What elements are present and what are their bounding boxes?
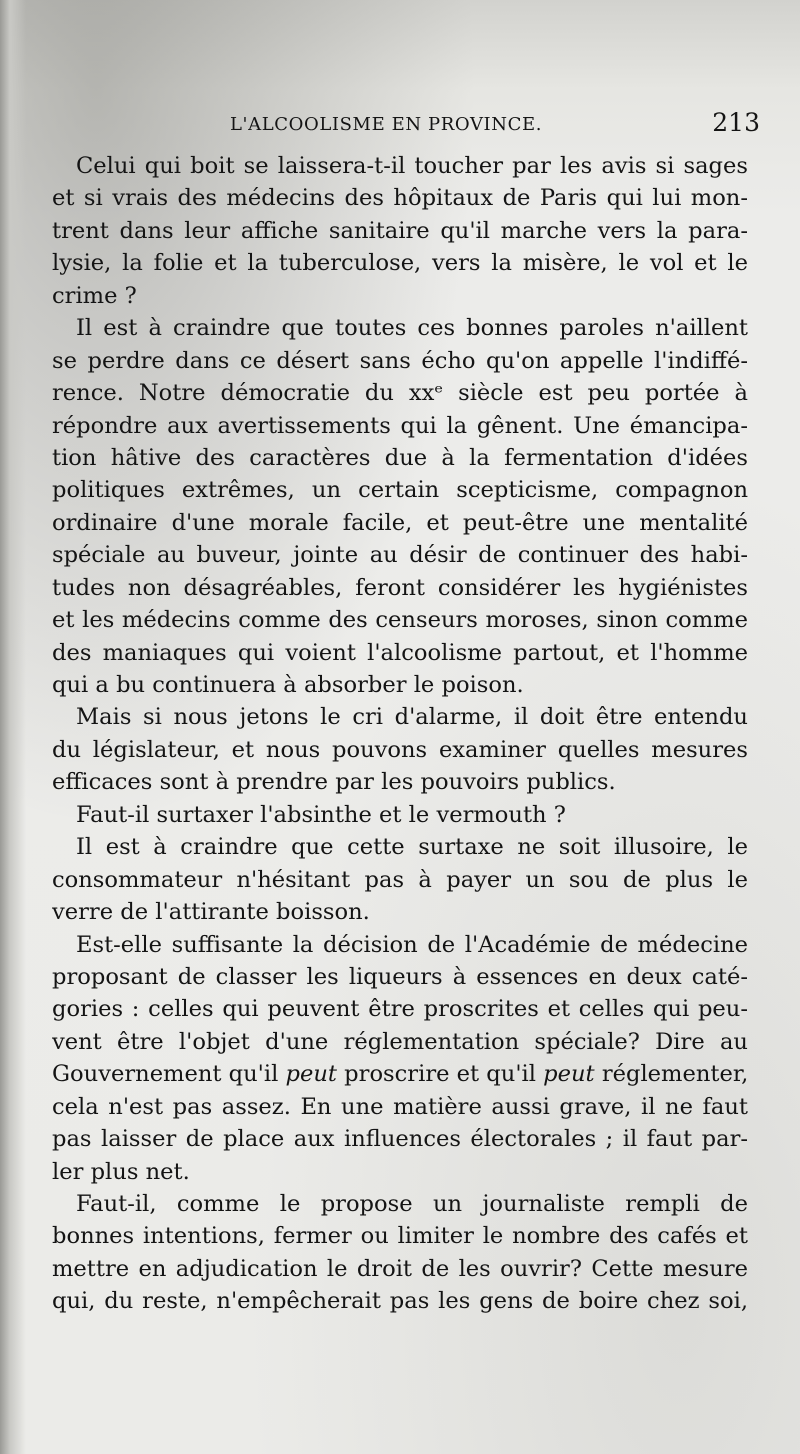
text-line: cela n'est pas assez. En une matière aussi grave, il ne faut [52, 1093, 748, 1120]
text-line: tion hâtive des caractères due à la fermentation d'idées [52, 444, 748, 471]
body-text [52, 150, 748, 1318]
text-line: Est-elle suffisante la décision de l'Académie de médecine [76, 931, 748, 958]
text-line: du législateur, et nous pouvons examiner quelles mesures [52, 736, 748, 763]
text-line: pas laisser de place aux influences électorales ; il faut par- [52, 1126, 748, 1153]
text-line: spéciale au buveur, jointe au désir de continuer des habi- [52, 542, 748, 569]
text-line: ordinaire d'une morale facile, et peut-être une mentalité [52, 509, 748, 536]
text-line: Il est à craindre que toutes ces bonnes paroles n'aillent [76, 315, 748, 342]
text-line: vent être l'objet d'une réglementation spéciale? Dire au [52, 1028, 748, 1055]
italic-word: peut [543, 1061, 595, 1088]
text-line: consommateur n'hésitant pas à payer un sou de plus le [52, 866, 748, 893]
text-line: tudes non désagréables, feront considérer les hygiénistes [52, 574, 748, 601]
text-line: se perdre dans ce désert sans écho qu'on appelle l'indiffé- [52, 347, 748, 374]
text-line: Faut-il, comme le propose un journaliste rempli de [76, 1191, 748, 1217]
italic-word: peut [285, 1061, 337, 1088]
text-line: qui, du reste, n'empêcherait pas les gens de boire chez soi, [52, 1288, 748, 1315]
text-line: qui a bu continuera à absorber le poison. [52, 672, 524, 698]
text-line: bonnes intentions, fermer ou limiter le nombre des cafés et [52, 1223, 748, 1250]
text-line: et si vrais des médecins des hôpitaux de Paris qui lui mon- [52, 185, 748, 212]
text-line: Il est à craindre que cette surtaxe ne soit illusoire, le [76, 834, 748, 861]
page-number: 213 [712, 108, 760, 137]
text-line: Faut-il surtaxer l'absinthe et le vermouth ? [76, 801, 566, 828]
text-line: efficaces sont à prendre par les pouvoirs publics. [52, 769, 616, 796]
text-line: des maniaques qui voient l'alcoolisme partout, et l'homme [52, 639, 748, 666]
text-segment: Gouvernement qu'il [52, 1061, 286, 1088]
running-title: L'ALCOOLISME EN PROVINCE. [230, 114, 543, 135]
text-line: ler plus net. [52, 1158, 190, 1185]
text-line: Celui qui boit se laissera-t-il toucher par les avis si sages [76, 153, 748, 179]
text-line: proposant de classer les liqueurs à essences en deux caté- [52, 963, 748, 990]
text-line: trent dans leur affiche sanitaire qu'il marche vers la para- [52, 217, 748, 244]
text-line: rence. Notre démocratie du xxᵉ siècle est peu portée à [52, 380, 748, 407]
text-line: verre de l'attirante boisson. [52, 899, 370, 926]
text-line: crime ? [52, 282, 137, 309]
running-head [60, 106, 760, 146]
text-line: répondre aux avertissements qui la gênent. Une émancipa- [52, 412, 748, 439]
text-segment: réglementer, [594, 1061, 748, 1088]
text-line: gories : celles qui peuvent être proscrites et celles qui peu- [52, 996, 748, 1023]
text-line [52, 1058, 748, 1090]
text-segment: proscrire et qu'il [337, 1061, 544, 1088]
text-line: lysie, la folie et la tuberculose, vers la misère, le vol et le [52, 250, 748, 277]
page-gutter-shadow [0, 0, 26, 1454]
text-line: politiques extrêmes, un certain scepticisme, compagnon [52, 477, 748, 504]
text-line: Mais si nous jetons le cri d'alarme, il doit être entendu [76, 704, 748, 731]
text-line: mettre en adjudication le droit de les ouvrir? Cette mesure [52, 1255, 748, 1282]
text-line: et les médecins comme des censeurs moroses, sinon comme [52, 607, 748, 634]
